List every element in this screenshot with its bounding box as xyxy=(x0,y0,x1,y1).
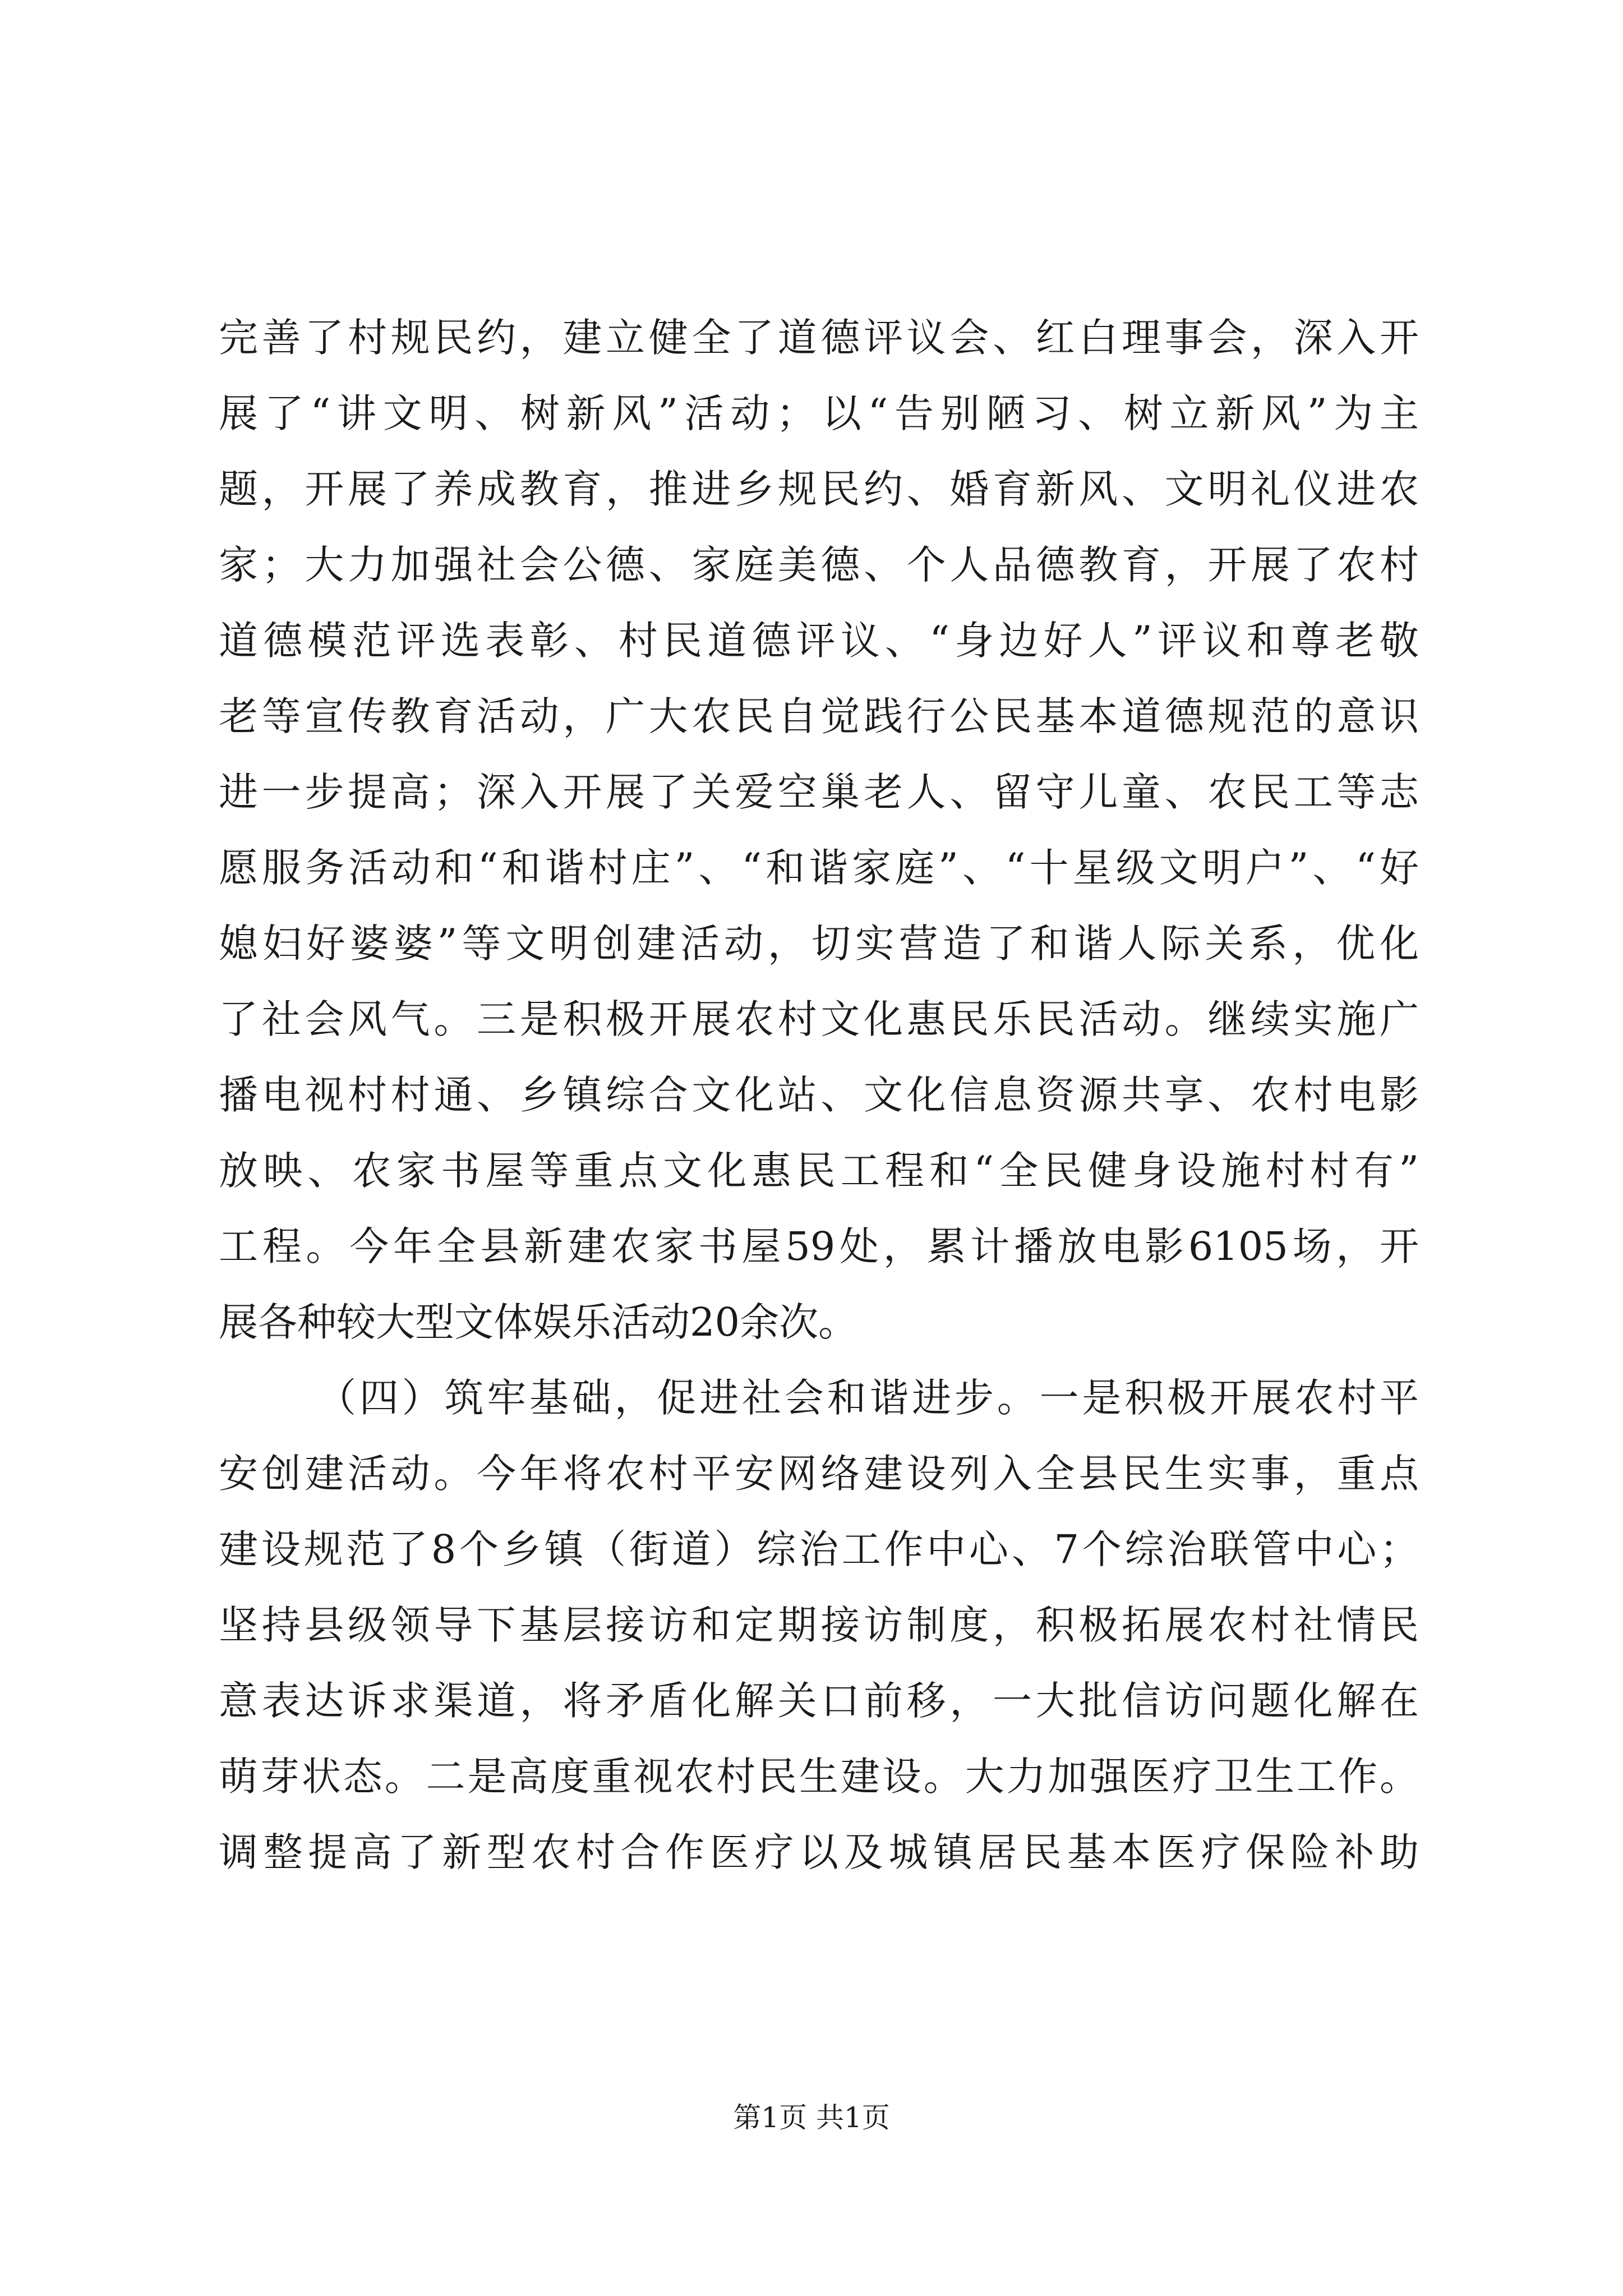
text-line: 萌芽状态。二是高度重视农村民生建设。大力加强医疗卫生工作。 xyxy=(219,1754,1419,1800)
section-heading-line: （四）筑牢基础，促进社会和谐进步。一是积极开展农村平 xyxy=(317,1375,1419,1421)
text-line: 题，开展了养成教育，推进乡规民约、婚育新风、文明礼仪进农 xyxy=(219,466,1419,512)
text-line: 愿服务活动和“和谐村庄”、“和谐家庭”、“十星级文明户”、“好 xyxy=(219,845,1419,891)
text-line: 了社会风气。三是积极开展农村文化惠民乐民活动。继续实施广 xyxy=(219,996,1419,1042)
text-line: 完善了村规民约，建立健全了道德评议会、红白理事会，深入开 xyxy=(219,315,1419,361)
text-line: 建设规范了8个乡镇（街道）综治工作中心、7个综治联管中心； xyxy=(219,1526,1419,1572)
text-line: 老等宣传教育活动，广大农民自觉践行公民基本道德规范的意识 xyxy=(219,693,1419,739)
text-line: 调整提高了新型农村合作医疗以及城镇居民基本医疗保险补助 xyxy=(219,1829,1419,1875)
text-line: 坚持县级领导下基层接访和定期接访制度，积极拓展农村社情民 xyxy=(219,1602,1419,1648)
text-line: 安创建活动。今年将农村平安网络建设列入全县民生实事，重点 xyxy=(219,1451,1419,1497)
text-line: 放映、农家书屋等重点文化惠民工程和“全民健身设施村村有” xyxy=(219,1148,1419,1194)
page-number-label: 第1页 共1页 xyxy=(733,2101,890,2134)
text-line: 展了“讲文明、树新风”活动；以“告别陋习、树立新风”为主 xyxy=(219,390,1419,436)
text-line: 意表达诉求渠道，将矛盾化解关口前移，一大批信访问题化解在 xyxy=(219,1678,1419,1724)
paragraph-end-line: 展各种较大型文体娱乐活动20余次。 xyxy=(219,1299,858,1345)
page-footer xyxy=(0,2101,1623,2134)
text-line: 播电视村村通、乡镇综合文化站、文化信息资源共享、农村电影 xyxy=(219,1072,1419,1118)
text-line: 媳妇好婆婆”等文明创建活动，切实营造了和谐人际关系，优化 xyxy=(219,921,1419,967)
text-line: 进一步提高；深入开展了关爱空巢老人、留守儿童、农民工等志 xyxy=(219,769,1419,815)
text-line: 道德模范评选表彰、村民道德评议、“身边好人”评议和尊老敬 xyxy=(219,618,1419,664)
body-text xyxy=(219,300,1419,1890)
text-line: 工程。今年全县新建农家书屋59处，累计播放电影6105场，开 xyxy=(219,1223,1419,1269)
text-line: 家；大力加强社会公德、家庭美德、个人品德教育，开展了农村 xyxy=(219,542,1419,588)
